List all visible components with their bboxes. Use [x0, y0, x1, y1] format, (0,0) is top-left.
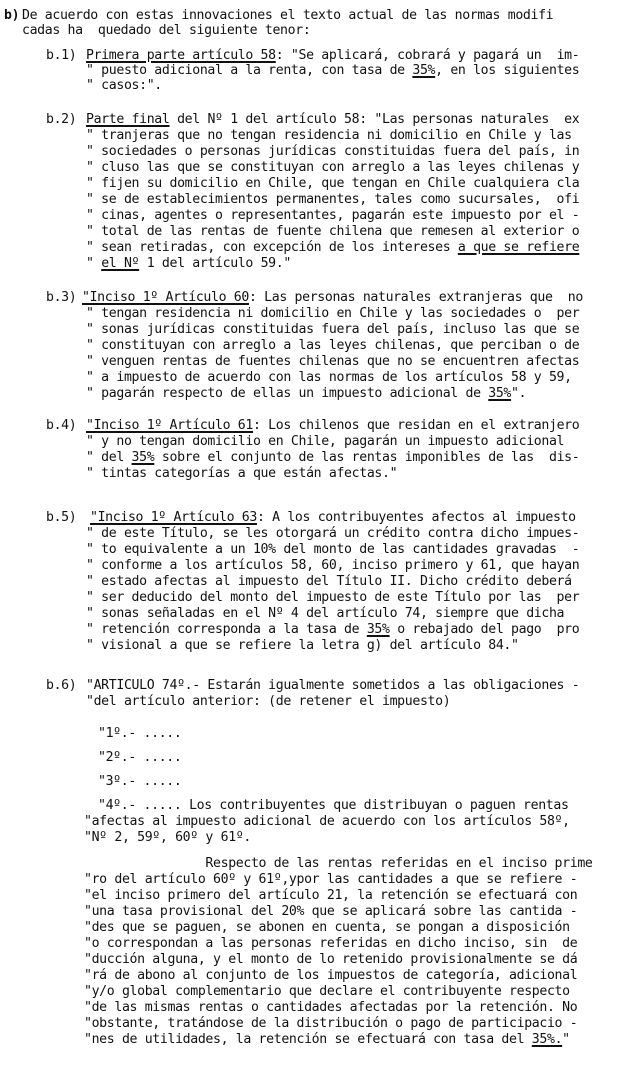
b3-line-1: "Inciso 1º Artículo 60: Las personas naturales extranjeras que no — [82, 290, 583, 305]
item-marker-b5: b.5) — [46, 510, 77, 525]
b2-heading: Parte final — [86, 112, 170, 127]
item-marker-b2: b.2) — [46, 112, 77, 127]
b6-line: "de las mismas rentas o cantidades afectadas por la retención. No — [84, 1000, 578, 1015]
b2-line: " sean retiradas, con excepción de los intereses a que se refiere — [86, 240, 580, 255]
b3-line: " sonas jurídicas constituidas fuera del país, incluso las que se — [86, 322, 580, 337]
b5-line: " de este Título, se les otorgará un crédito contra dicho impues- — [86, 526, 580, 541]
intro-line: cadas ha quedado del siguiente tenor: — [22, 23, 311, 38]
b5-line: " ser deducido del monto del impuesto de este Título por las per — [86, 590, 580, 605]
b6-line: "ARTICULO 74º.- Estarán igualmente sometidos a las obligaciones - — [86, 678, 580, 693]
rate-35: 35%. — [531, 1032, 563, 1047]
b6-line: "del artículo anterior: (de retener el impuesto) — [86, 694, 451, 709]
b5-line: " retención corresponda a la tasa de 35% o rebajado del pago pro — [86, 622, 580, 637]
b6-line: "y/o global complementario que declare el contribuyente respecto — [84, 984, 570, 999]
b2-line: " tranjeras que no tengan residencia ni domicilio en Chile y las — [86, 128, 572, 143]
b3-line: " tengan residencia ni domicilio en Chile y las sociedades o per — [86, 306, 580, 321]
rate-35: 35% — [366, 622, 390, 637]
b2-line: " el Nº 1 del artículo 59." — [86, 256, 291, 271]
b6-line: "afectas al impuesto adicional de acuerdo con los artículos 58º, — [84, 814, 570, 829]
b2-line: " cinas, agentes o representantes, pagarán este impuesto por el - — [86, 208, 580, 223]
b3-line: " a impuesto de acuerdo con las normas de los artículos 58 y 59, — [86, 370, 572, 385]
rate-35: 35% — [412, 63, 436, 78]
item-marker-b1: b.1) — [46, 48, 77, 63]
b6-line: Respecto de las rentas referidas en el inciso prime — [84, 856, 593, 871]
b6-numeral: "3º.- ..... — [98, 774, 182, 789]
b2-line: " cluso las que se constituyan con arreglo a las leyes chilenas y — [86, 160, 580, 175]
item-marker-b3: b.3) — [46, 290, 77, 305]
b6-line: "o correspondan a las personas referidas en dicho inciso, sin de — [84, 936, 578, 951]
b6-line: "Nº 2, 59º, 60º y 61º. — [84, 830, 251, 845]
b6-line: "des que se paguen, se abonen en cuenta, se pongan a disposición — [84, 920, 570, 935]
b2-line: " se de establecimientos permanentes, tales como sucursales, ofi — [86, 192, 580, 207]
item-marker-b4: b.4) — [46, 418, 77, 433]
b6-line: "ro del artículo 60º y 61º,ypor las cantidades a que se refiere - — [84, 872, 578, 887]
b5-line: " sonas señaladas en el Nº 4 del artículo 74, siempre que dicha — [86, 606, 565, 621]
rate-35: 35% — [131, 450, 155, 465]
b4-line-1: "Inciso 1º Artículo 61: Los chilenos que residan en el extranjero — [86, 418, 580, 433]
b6-numeral: "1º.- ..... — [98, 726, 182, 741]
b6-numeral: "2º.- ..... — [98, 750, 182, 765]
b2-line: " fijen su domicilio en Chile, que tengan en Chile cualquiera cla — [86, 176, 580, 191]
b4-line: " y no tengan domicilio en Chile, pagarán un impuesto adicional — [86, 434, 565, 449]
b3-line: " constituyan con arreglo a las leyes chilenas, que perciban o de — [86, 338, 580, 353]
b2-line-1: Parte final del Nº 1 del artículo 58: "Las personas naturales ex — [86, 112, 580, 127]
b2-line: " sociedades o personas jurídicas constituidas fuera del país, in — [86, 144, 580, 159]
b5-line: " estado afectas al impuesto del Título II. Dicho crédito deberá — [86, 574, 572, 589]
b2-line: " total de las rentas de fuente chilena que remesen al exterior o — [86, 224, 580, 239]
b5-heading: "Inciso 1º Artículo 63 — [90, 510, 257, 525]
b5-line: " conforme a los artículos 58, 60, inciso primero y 61, que hayan — [86, 558, 580, 573]
rate-35: 35% — [488, 386, 512, 401]
b1-line-2: " puesto adicional a la renta, con tasa de 35%, en los siguientes — [86, 63, 580, 78]
b6-line: "ducción alguna, y el monto de lo retenido provisionalmente se dá — [84, 952, 578, 967]
b5-line: " to equivalente a un 10% del monto de las cantidades gravadas - — [86, 542, 580, 557]
intro-line: De acuerdo con estas innovaciones el texto actual de las normas modifi — [22, 8, 554, 23]
item-marker-b6: b.6) — [46, 678, 77, 693]
b6-line: "el inciso primero del artículo 21, la retención se efectuará con — [84, 888, 578, 903]
b6-line: "nes de utilidades, la retención se efectuará con tasa del 35%." — [84, 1032, 570, 1047]
b4-heading: "Inciso 1º Artículo 61 — [86, 418, 253, 433]
b1-line-1: Primera parte artículo 58: "Se aplicará, cobrará y pagará un im- — [86, 48, 580, 63]
b6-line: "una tasa provisional del 20% que se aplicará sobre las cantida - — [84, 904, 578, 919]
b4-line: " tintas categorías a que están afectas." — [86, 466, 398, 481]
b3-line: " pagarán respecto de ellas un impuesto adicional de 35%". — [86, 386, 527, 401]
b3-heading: "Inciso 1º Artículo 60 — [82, 290, 249, 305]
b6-line: "rá de abono al conjunto de los impuestos de categoría, adicional — [84, 968, 578, 983]
b5-line: " visional a que se refiere la letra g) del artículo 84." — [86, 638, 519, 653]
b1-heading: Primera parte artículo 58 — [86, 48, 276, 63]
b6-numeral: "4º.- ..... Los contribuyentes que distribuyan o paguen rentas — [98, 798, 569, 813]
section-marker-b: b) — [4, 8, 20, 23]
b6-line: "obstante, tratándose de la distribución o pago de participacio - — [84, 1016, 578, 1031]
b5-line-1: "Inciso 1º Artículo 63: A los contribuyentes afectos al impuesto — [90, 510, 576, 525]
b1-line-3: " casos:". — [86, 78, 162, 93]
b3-line: " venguen rentas de fuentes chilenas que no se encuentren afectas — [86, 354, 580, 369]
b4-line: " del 35% sobre el conjunto de las rentas imponibles de las dis- — [86, 450, 580, 465]
